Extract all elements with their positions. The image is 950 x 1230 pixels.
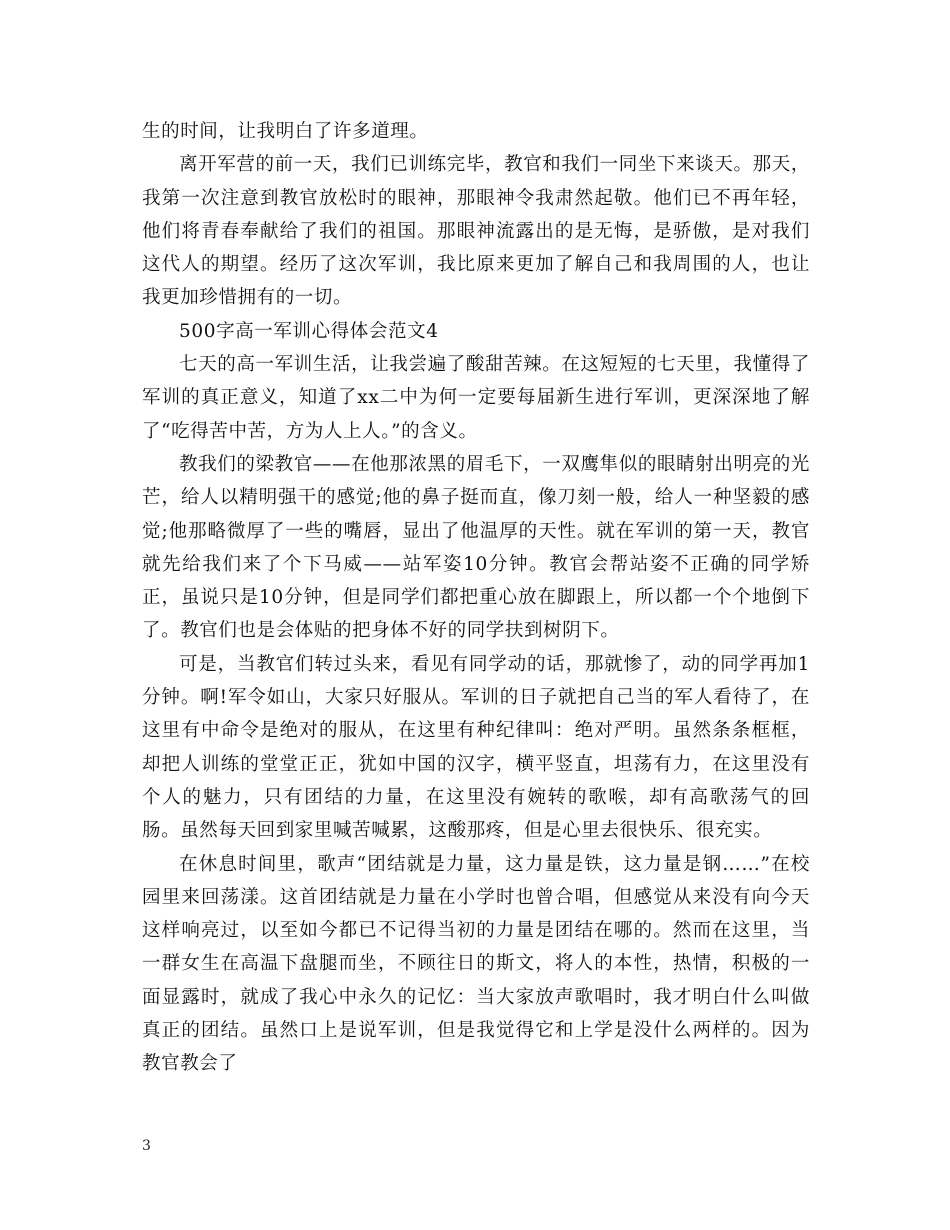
paragraph: 在休息时间里，歌声“团结就是力量，这力量是铁，这力量是钢……”在校园里来回荡漾。这首团结就是力量在小学时也曾合唱，但感觉从来没有向今天这样响亮过，以至如今都已不记得当初的力量是团结在哪的。然而在这里，当一群女生在高温下盘腿而坐，不顾往日的斯文，将人的本性，热情，积极的一面显露时，就成了我心中永久的记忆：当大家放声歌唱时，我才明白什么叫做真正的团结。虽然口上是说军训，但是我觉得它和上学是没什么两样的。因为教官教会了 — [142, 853, 810, 1075]
section-heading: 500字高一军训心得体会范文4 — [179, 320, 439, 342]
paragraph: 七天的高一军训生活，让我尝遍了酸甜苦辣。在这短短的七天里，我懂得了军训的真正意义，知道了xx二中为何一定要每届新生进行军训，更深深地了解了“吃得苦中苦，方为人上人。”的含义。 — [142, 354, 810, 442]
paragraph: 教我们的梁教官——在他那浓黑的眉毛下，一双鹰隼似的眼睛射出明亮的光芒，给人以精明强干的感觉;他的鼻子挺而直，像刀刻一般，给人一种坚毅的感觉;他那略微厚了一些的嘴唇，显出了他温厚的天性。就在军训的第一天，教官就先给我们来了个下马威——站军姿10分钟。教官会帮站姿不正确的同学矫正，虽说只是10分钟，但是同学们都把重心放在脚跟上，所以都一个个地倒下了。教官们也是会体贴的把身体不好的同学扶到树阴下。 — [142, 453, 810, 642]
body-text — [142, 115, 810, 1081]
paragraph: 可是，当教官们转过头来，看见有同学动的话，那就惨了，动的同学再加1分钟。啊!军令如山，大家只好服从。军训的日子就把自己当的军人看待了，在这里有中命令是绝对的服从，在这里有种纪律叫：绝对严明。虽然条条框框，却把人训练的堂堂正正，犹如中国的汉字，横平竖直，坦荡有力，在这里没有个人的魅力，只有团结的力量，在这里没有婉转的歌喉，却有高歌荡气的回肠。虽然每天回到家里喊苦喊累，这酸那疼，但是心里去很快乐、很充实。 — [142, 653, 810, 842]
paragraph-continuation: 生的时间，让我明白了许多道理。 — [142, 121, 429, 142]
paragraph: 离开军营的前一天，我们已训练完毕，教官和我们一同坐下来谈天。那天，我第一次注意到教官放松时的眼神，那眼神令我肃然起敬。他们已不再年轻，他们将青春奉献给了我们的祖国。那眼神流露出的是无悔，是骄傲，是对我们这代人的期望。经历了这次军训，我比原来更加了解自己和我周围的人，也让我更加珍惜拥有的一切。 — [142, 154, 810, 309]
page-number: 3 — [142, 1138, 151, 1154]
